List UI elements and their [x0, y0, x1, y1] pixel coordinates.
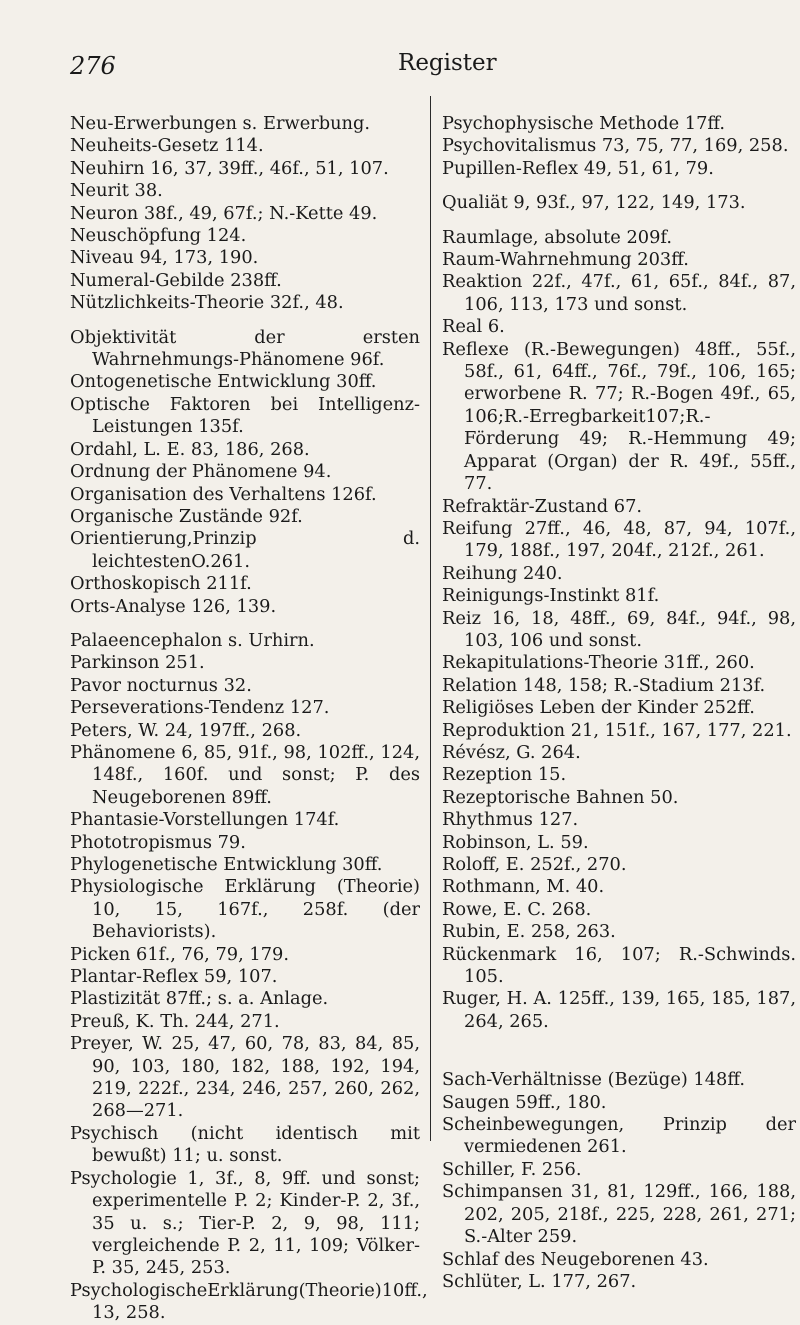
index-entry: Schlüter, L. 177, 267.: [442, 1270, 637, 1292]
index-entry: Reproduktion 21, 151f., 167, 177, 221.: [442, 719, 792, 741]
index-entry: Neurit 38.: [70, 180, 163, 202]
index-entry: Plantar-Reflex 59, 107.: [70, 966, 278, 988]
index-entry: Phylogenetische Entwicklung 30ff.: [70, 854, 383, 875]
index-entry: Numeral-Gebilde 238ff.: [70, 269, 282, 291]
index-entry: Phototropismus 79.: [70, 831, 246, 853]
index-entry: Reaktion 22f., 47f., 61, 65f., 84f., 87, 106, 113, 173 und sonst.: [442, 271, 796, 315]
index-entry: Orientierung,Prinzip d. leichtestenO.261.: [70, 528, 420, 572]
group-gap: [442, 180, 796, 192]
index-entry: Révész, G. 264.: [442, 741, 581, 763]
index-entry: Optische Faktoren bei Intelligenz-Leistungen 135f.: [70, 393, 420, 438]
column-divider: [430, 96, 431, 1141]
index-entry: Rückenmark 16, 107; R.-Schwinds. 105.: [442, 943, 796, 988]
group-gap: [70, 618, 420, 630]
index-entry: Ordnung der Phänomene 94.: [70, 461, 332, 483]
index-entry: PsychologischeErklärung(Theorie)10ff., 13, 258.: [70, 1279, 428, 1324]
index-entry: Orthoskopisch 211f.: [70, 573, 252, 595]
running-head: Register: [398, 50, 497, 76]
index-entry: Neuhirn 16, 37, 39ff., 46f., 51, 107.: [70, 157, 389, 179]
index-entry: Reifung 27ff., 46, 48, 87, 94, 107f., 179, 188f., 197, 204f., 212f., 261.: [442, 517, 796, 562]
index-entry: Pupillen-Reflex 49, 51, 61, 79.: [442, 157, 714, 179]
page-number: 276: [70, 52, 116, 80]
index-entry: Qualiät 9, 93f., 97, 122, 149, 173.: [442, 192, 746, 214]
index-entry: Reinigungs-Instinkt 81f.: [442, 585, 660, 607]
group-gap: [70, 315, 420, 327]
index-entry: Schiller, F. 256.: [442, 1158, 582, 1180]
index-entry: Reihung 240.: [442, 562, 563, 584]
index-entry: Relation 148, 158; R.-Stadium 213f.: [442, 674, 766, 696]
index-entry: Phänomene 6, 85, 91f., 98, 102ff., 124, 148f., 160f. und sonst; P. des Neugeborenen 89ff.: [70, 741, 420, 808]
index-entry: Schimpansen 31, 81, 129ff., 166, 188, 202, 205, 218f., 225, 228, 261, 271; S.-Alter 259.: [442, 1181, 796, 1248]
index-entry: Raumlage, absolute 209f.: [442, 226, 673, 248]
index-entry: Peters, W. 24, 197ff., 268.: [70, 719, 302, 741]
index-entry: Schlaf des Neugeborenen 43.: [442, 1248, 709, 1270]
index-entry: Orts-Analyse 126, 139.: [70, 595, 277, 617]
index-entry: Ruger, H. A. 125ff., 139, 165, 185, 187, 264, 265.: [442, 988, 796, 1032]
index-entry: Ordahl, L. E. 83, 186, 268.: [70, 438, 310, 460]
index-entry: Refraktär-Zustand 67.: [442, 495, 643, 517]
index-entry: Raum-Wahrnehmung 203ff.: [442, 249, 689, 271]
group-gap: [442, 215, 796, 227]
index-entry: Objektivität der ersten Wahrnehmungs-Phänomene 96f.: [70, 326, 420, 371]
index-entry: Rowe, E. C. 268.: [442, 898, 592, 920]
index-entry: Real 6.: [442, 316, 505, 338]
index-entry: Rezeptorische Bahnen 50.: [442, 786, 679, 808]
index-entry: Palaeencephalon s. Urhirn.: [70, 629, 315, 651]
index-entry: Nützlichkeits-Theorie 32f., 48.: [70, 292, 344, 314]
index-entry: Robinson, L. 59.: [442, 831, 589, 853]
index-entry: Rubin, E. 258, 263.: [442, 921, 616, 943]
index-entry: Rekapitulations-Theorie 31ff., 260.: [442, 652, 755, 674]
index-entry: Psychisch (nicht identisch mit bewußt) 11; u. sonst.: [70, 1122, 420, 1167]
index-entry: Psychovitalismus 73, 75, 77, 169, 258.: [442, 135, 789, 157]
index-entry: Neuschöpfung 124.: [70, 225, 247, 247]
index-entry: Parkinson 251.: [70, 652, 205, 674]
index-entry: Organische Zustände 92f.: [70, 505, 303, 527]
group-gap: [442, 1033, 796, 1069]
index-entry: Neuron 38f., 49, 67f.; N.-Kette 49.: [70, 202, 378, 224]
index-column-left: [70, 113, 428, 1325]
index-entry: Neuheits-Gesetz 114.: [70, 135, 264, 157]
index-entry: Neu-Erwerbungen s. Erwerbung.: [70, 113, 371, 134]
index-column-right: [442, 113, 796, 1293]
index-entry: Psychologie 1, 3f., 8, 9ff. und sonst; experimentelle P. 2; Kinder-P. 2, 3f., 35 u. s.; Tier-P. 2, 9, 98, 111; vergleichende P. 2, 11, 109; Völker-P. 35, 245, 253.: [70, 1167, 420, 1279]
index-entry: Rhythmus 127.: [442, 809, 579, 831]
index-entry: Phantasie-Vorstellungen 174f.: [70, 809, 340, 831]
index-entry: Religiöses Leben der Kinder 252ff.: [442, 697, 755, 719]
index-entry: Rezeption 15.: [442, 764, 567, 786]
index-entry: Organisation des Verhaltens 126f.: [70, 483, 377, 505]
index-entry: Sach-Verhältnisse (Bezüge) 148ff.: [442, 1069, 746, 1091]
index-entry: Physiologische Erklärung (Theorie) 10, 15, 167f., 258f. (der Behaviorists).: [70, 876, 420, 943]
index-entry: Scheinbewegungen, Prinzip der vermiedenen 261.: [442, 1114, 796, 1158]
index-entry: Niveau 94, 173, 190.: [70, 247, 259, 269]
index-entry: Reiz 16, 18, 48ff., 69, 84f., 94f., 98, 103, 106 und sonst.: [442, 607, 796, 651]
index-entry: Plastizität 87ff.; s. a. Anlage.: [70, 988, 329, 1010]
index-entry: Roloff, E. 252f., 270.: [442, 854, 627, 875]
index-entry: Saugen 59ff., 180.: [442, 1091, 607, 1113]
index-entry: Picken 61f., 76, 79, 179.: [70, 943, 289, 965]
index-entry: Reflexe (R.-Bewegungen) 48ff., 55f., 58f., 61, 64ff., 76f., 79f., 106, 165; erworbene R. 77; R.-Bogen 49f., 65, 106;R.-Erregbarkeit107;R.-Förderung 49; R.-Hemmung 49; Apparat (Organ) der R. 49f., 55ff., 77.: [442, 338, 796, 495]
index-entry: Perseverations-Tendenz 127.: [70, 697, 330, 719]
index-entry: Psychophysische Methode 17ff.: [442, 113, 726, 134]
index-entry: Preuß, K. Th. 244, 271.: [70, 1010, 280, 1032]
index-entry: Preyer, W. 25, 47, 60, 78, 83, 84, 85, 90, 103, 180, 182, 188, 192, 194, 219, 222f., 234, 246, 257, 260, 262, 268—271.: [70, 1033, 420, 1122]
index-entry: Ontogenetische Entwicklung 30ff.: [70, 371, 377, 393]
index-entry: Rothmann, M. 40.: [442, 876, 605, 898]
index-entry: Pavor nocturnus 32.: [70, 674, 252, 696]
